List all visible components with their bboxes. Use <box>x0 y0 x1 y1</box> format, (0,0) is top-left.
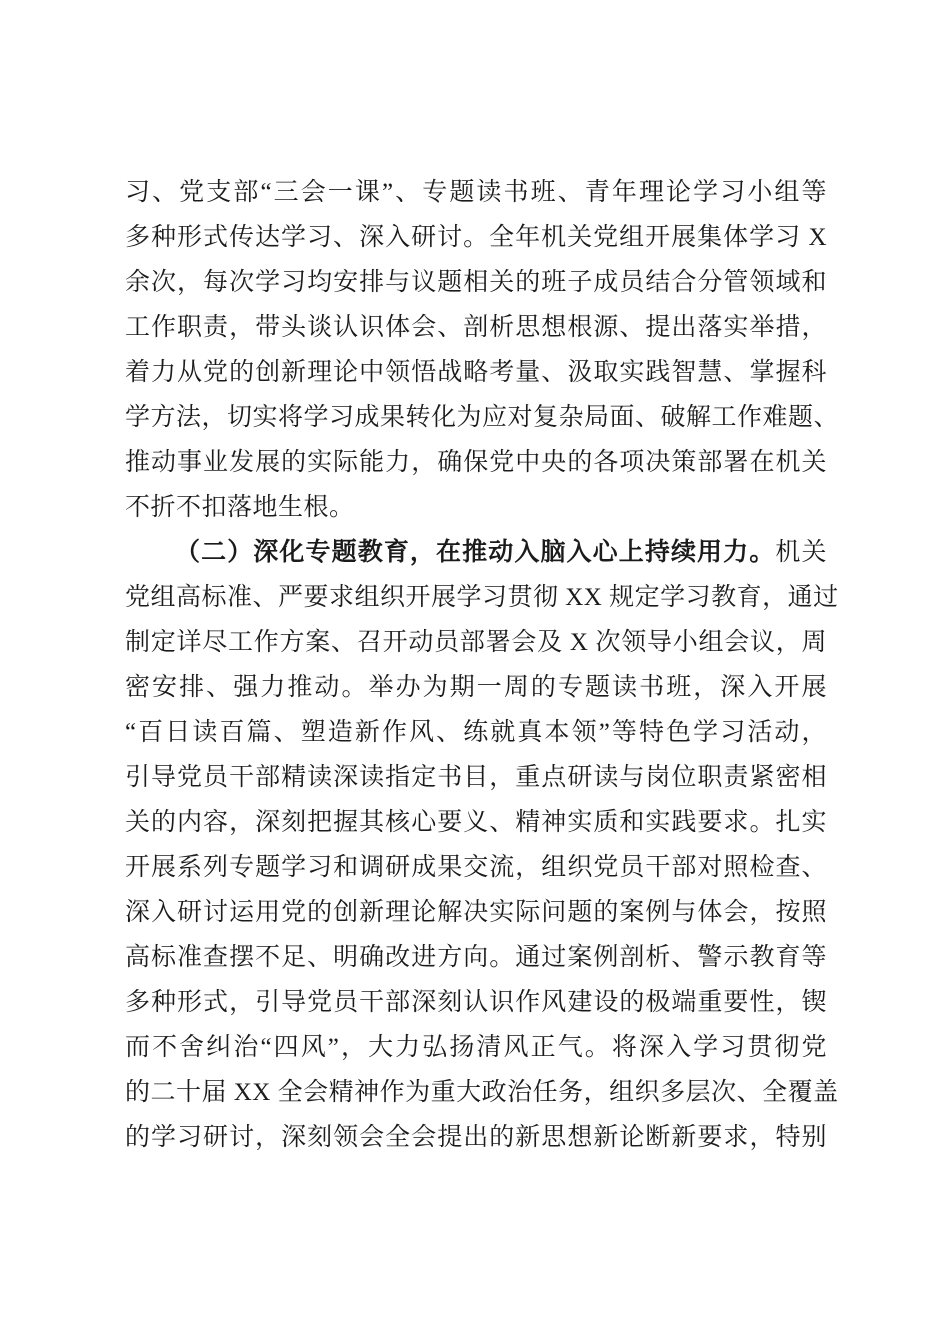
bold-run: （二）深化专题教育，在推动入脑入心上持续用力。 <box>175 539 776 566</box>
text-line <box>125 935 827 980</box>
text-line <box>125 260 827 305</box>
text-line <box>125 665 827 710</box>
text-line <box>125 980 827 1025</box>
text-run: 学方法，切实将学习成果转化为应对复杂局面、破解工作难题、 <box>125 404 840 431</box>
text-run: 多种形式传达学习、深入研讨。全年机关党组开展集体学习 X <box>125 224 827 251</box>
text-line <box>125 575 839 620</box>
text-run: 高标准查摆不足、明确改进方向。通过案例剖析、警示教育等 <box>125 944 827 971</box>
text-run: 的学习研讨，深刻领会全会提出的新思想新论断新要求，特别 <box>125 1124 827 1151</box>
text-run: 密安排、强力推动。举办为期一周的专题读书班，深入开展 <box>125 674 827 701</box>
text-run: 关的内容，深刻把握其核心要义、精神实质和实践要求。扎实 <box>125 809 827 836</box>
text-line <box>125 485 827 530</box>
text-run: 不折不扣落地生根。 <box>125 494 355 521</box>
text-line <box>125 170 827 215</box>
text-line <box>125 800 827 845</box>
text-line <box>125 530 827 575</box>
text-line <box>125 1115 827 1160</box>
text-run: 着力从党的创新理论中领悟战略考量、汲取实践智慧、掌握科 <box>125 359 827 386</box>
text-run: 深入研讨运用党的创新理论解决实际问题的案例与体会，按照 <box>125 899 827 926</box>
text-line <box>125 395 840 440</box>
text-line <box>125 215 827 260</box>
text-line <box>125 440 827 485</box>
text-line <box>125 1070 839 1115</box>
text-run: 开展系列专题学习和调研成果交流，组织党员干部对照检查、 <box>125 854 827 881</box>
text-line <box>125 890 827 935</box>
text-line <box>125 350 827 395</box>
text-run: 推动事业发展的实际能力，确保党中央的各项决策部署在机关 <box>125 449 827 476</box>
text-run: 工作职责，带头谈认识体会、剖析思想根源、提出落实举措， <box>125 314 827 341</box>
text-run: 党组高标准、严要求组织开展学习贯彻 XX 规定学习教育，通过 <box>125 584 839 611</box>
text-run: 的二十届 XX 全会精神作为重大政治任务，组织多层次、全覆盖 <box>125 1079 839 1106</box>
text-line <box>125 845 827 890</box>
text-line <box>125 1025 827 1070</box>
text-run: 而不舍纠治“四风”，大力弘扬清风正气。将深入学习贯彻党 <box>125 1034 827 1061</box>
text-run: 余次，每次学习均安排与议题相关的班子成员结合分管领域和 <box>125 269 827 296</box>
text-line <box>125 710 827 755</box>
text-run: 多种形式，引导党员干部深刻认识作风建设的极端重要性，锲 <box>125 989 827 1016</box>
text-run: “百日读百篇、塑造新作风、练就真本领”等特色学习活动， <box>125 719 827 746</box>
text-line <box>125 305 827 350</box>
document-body <box>125 170 840 1160</box>
text-line <box>125 620 827 665</box>
text-run: 机关 <box>775 539 827 566</box>
text-line <box>125 755 827 800</box>
text-run: 习、党支部“三会一课”、专题读书班、青年理论学习小组等 <box>125 179 827 206</box>
text-run: 引导党员干部精读深读指定书目，重点研读与岗位职责紧密相 <box>125 764 827 791</box>
text-run: 制定详尽工作方案、召开动员部署会及 X 次领导小组会议，周 <box>125 629 827 656</box>
